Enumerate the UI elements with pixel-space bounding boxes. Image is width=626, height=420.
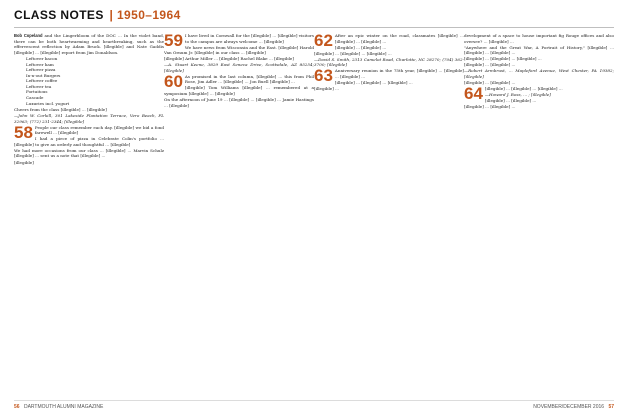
paragraph: [illegible] ... xyxy=(314,85,340,91)
page-number-left: 56 xyxy=(14,404,20,410)
class-year-entry: 59 I have lived in Cornwall for the [illegible] ... [illegible] visitors to the campus are always welcome ... [illegible] xyxy=(164,33,314,50)
list-item: Leftover bacon xyxy=(26,56,58,62)
paragraph: I had a piece of pizza in Celebrate Colin's portfolio ... [illegible] to give an orderly and thoughtful ... [illegible] xyxy=(14,136,164,147)
class-year-numeral: 60 xyxy=(164,71,183,91)
footer-left xyxy=(14,404,103,410)
paragraph: [illegible] xyxy=(14,159,34,165)
section-title-text: CLASS NOTES xyxy=(14,8,104,22)
issue-date: NOVEMBER/DECEMBER 2016 xyxy=(533,404,605,410)
paragraph: [illegible] ... [illegible] ... xyxy=(464,79,516,85)
class-year-numeral: 63 xyxy=(314,66,333,86)
paragraph: [illegible] ... [illegible] ... [illegible] ... xyxy=(334,79,413,85)
paragraph: [illegible] ... [illegible] ... [illegible] ... xyxy=(464,56,542,62)
section-year-range: | 1950–1964 xyxy=(109,8,181,22)
section-header xyxy=(14,6,614,28)
class-year-numeral: 62 xyxy=(314,33,333,50)
paragraph: We have news from Wisconsin and the East. [illegible] Harold Van Ornum Jr. [illegible] in our class ... [illegible] xyxy=(164,44,314,56)
list-item: Leftover tea xyxy=(26,83,52,89)
section-title xyxy=(14,8,181,22)
list-item: In-n-out Burgers xyxy=(26,72,61,78)
class-year-numeral: 58 xyxy=(14,122,33,142)
paragraph: [illegible] ... [illegible] ... xyxy=(334,44,387,50)
class-secretary-signature: —A. Stuart Keene, 3829 East Seneca Drive, Scottsdale, AZ 85254; [illegible] xyxy=(164,62,314,73)
paragraph: On the afternoon of June 19 ... [illegible] ... [illegible] ... Jamie Hastings ... [illegible] xyxy=(164,97,314,108)
page-number-right: 57 xyxy=(608,404,614,410)
class-year-entry: 64 [illegible] ... [illegible] ... [illegible] ... xyxy=(464,83,563,103)
class-year-entry: 63 Anniversary reunion in the 75th year, [illegible] ... [illegible] ... [illegible] ... xyxy=(314,66,464,86)
class-year-entry: 62 After an epic winter on the road, classmates [illegible] ... [illegible] ... [illegible] ... xyxy=(314,33,464,50)
paragraph-lead: Bob Copeland xyxy=(14,33,43,38)
class-notes-page xyxy=(14,6,614,410)
column-4 xyxy=(464,33,614,393)
class-year-numeral: 64 xyxy=(464,83,483,103)
list-item: Fortuitous xyxy=(26,89,48,95)
list-item: Luxuries incl. yogurt xyxy=(26,100,70,106)
list-item: Leftover ham xyxy=(26,61,54,67)
page-footer xyxy=(14,400,614,410)
class-secretary-signature: —David S. Smith, 2313 Camelot Road, Charlotte, NC 28270; (704) 362-3700; [illegible] xyxy=(314,56,464,68)
paragraph: development of a space to house important fig Rouge offices and also oversee? ... [illegible] ... xyxy=(464,33,614,44)
paragraph: [illegible] ... [illegible] ... xyxy=(464,62,516,68)
class-year-numeral: 59 xyxy=(164,33,183,50)
text-columns xyxy=(14,33,614,393)
paragraph: [illegible] Tom Williams [illegible] ... remembered at a symposium [illegible] ... [illegible] xyxy=(164,85,314,96)
paragraph: We had more occasions from our class ... [illegible] ... Marvin Schulz [illegible] ... sent us a note that [illegible] ... xyxy=(14,147,164,159)
paragraph: Cheers from the class [illegible] ... [illegible] xyxy=(14,107,107,113)
paragraph: [illegible] ... [illegible] ... [illegible] ... xyxy=(314,50,392,56)
leftover-list xyxy=(26,56,164,106)
list-item: Cascade xyxy=(26,95,44,101)
class-secretary-signature: —Howard J. Ross, ... ; [illegible] xyxy=(484,91,551,97)
column-2 xyxy=(164,33,314,393)
list-item: Leftover pizza xyxy=(26,67,56,73)
footer-right xyxy=(533,404,614,410)
class-secretary-signature: —John W. Corkill, 301 Lakeside Plantation Terrace, Vero Beach, FL 32963; (772) 231-2344; [illegible] xyxy=(14,113,164,124)
column-1 xyxy=(14,33,164,393)
paragraph: Bob Copeland and the Lingerbloom of the DOC ... In the violet band, there can be both heartwarming and heartbreaking, such as the effervescent reflection by Adam Bruck. [illegible] and Nate Gaddis [illegible] ... [illegible] report from Jim Donaldson. xyxy=(14,33,164,55)
paragraph: "Anywhere and the Great War, A Portrait of History," [illegible] ... [illegible] ... [illegible] ... xyxy=(464,44,614,56)
paragraph: [illegible] ... [illegible] ... xyxy=(464,104,516,110)
paragraph: [illegible] ... [illegible] ... xyxy=(484,98,537,104)
class-year-entry: 60 As promised in the last column, [illegible] ... this from Phil Rose, Jim Adler ... [illegible] ... Jon Buell [illegible] ... xyxy=(164,71,314,91)
column-3 xyxy=(314,33,464,393)
class-year-entry: 58 People our class remember each day. [illegible] we bid a fond farewell ... [illegible] xyxy=(14,122,164,142)
publication-name: DARTMOUTH ALUMNI MAGAZINE xyxy=(23,404,104,410)
class-secretary-signature: —Robert Armbrust, ... Mapleford Avenue, West Chester, PA 19382; [illegible] xyxy=(464,68,614,79)
paragraph: [illegible] Arthur Miller ... [illegible] Rachel Blake ... [illegible] xyxy=(164,56,294,62)
list-item: Leftover coffee xyxy=(26,78,58,84)
